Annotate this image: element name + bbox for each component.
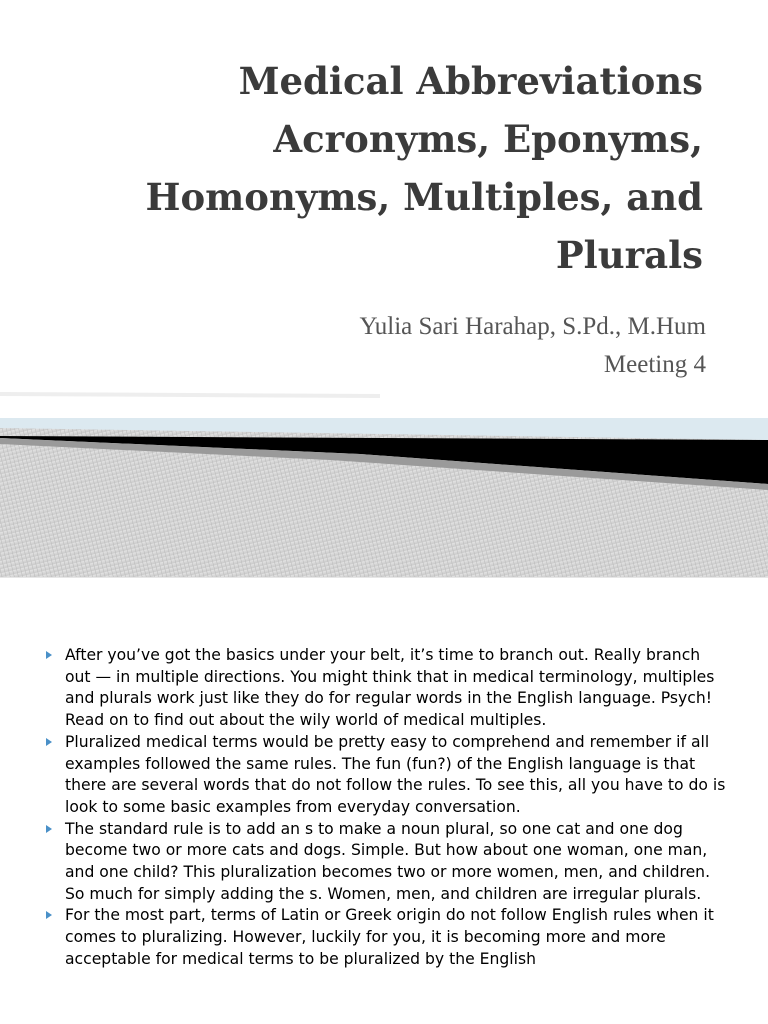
title-line: Plurals [555, 233, 703, 277]
triangle-bullet-icon [46, 911, 52, 919]
bullet-text: Pluralized medical terms would be pretty easy to comprehend and remember if all examples followed the same rules. The fun (fun?) of the English language is that there are several words that do not follow the rules. To see this, all you have to do is look to some basic examples from everyday conversation. [65, 732, 726, 816]
slide-subtitle [360, 308, 707, 384]
triangle-bullet-icon [46, 825, 52, 833]
bullet-text: For the most part, terms of Latin or Greek origin do not follow English rules when it comes to pluralizing. However, luckily for you, it is becoming more and more acceptable for medical terms to be pluralized by the English [65, 906, 714, 968]
content-slide [0, 577, 768, 1024]
author-name: Yulia Sari Harahap, S.Pd., M.Hum [359, 313, 706, 340]
title-line: Acronyms, Eponyms, [273, 117, 703, 161]
bullet-text: The standard rule is to add an s to make a noun plural, so one cat and one dog become two or more cats and dogs. Simple. But how about one woman, one man, and one child? This pluralization becomes two or more women, men, and children. So much for simply adding the s. Women, men, and children are irregular plurals. [65, 819, 711, 903]
list-item [46, 905, 726, 970]
slide-title [120, 52, 703, 284]
title-line: Homonyms, Multiples, and [145, 175, 703, 219]
triangle-bullet-icon [46, 651, 52, 659]
list-item [46, 732, 726, 819]
list-item [46, 819, 726, 906]
decorative-band [0, 388, 768, 577]
band-white-top [0, 388, 768, 418]
meeting-label: Meeting 4 [603, 351, 706, 378]
title-line: Medical Abbreviations [238, 59, 703, 103]
bullet-list [46, 645, 726, 971]
triangle-bullet-icon [46, 738, 52, 746]
list-item [46, 645, 726, 732]
bullet-text: After you’ve got the basics under your belt, it’s time to branch out. Really branch out — in multiple directions. You might think that in medical terminology, multiples and plurals work just like they do for regular words in the English language. Psych! Read on to find out about the wily world of medical multiples. [65, 646, 715, 730]
